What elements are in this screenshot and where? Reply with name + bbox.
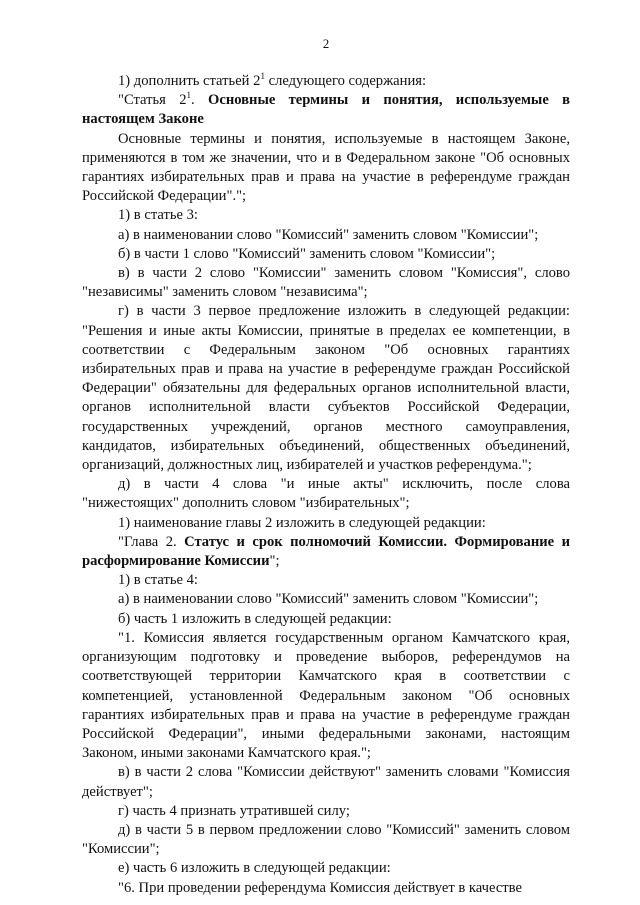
paragraph-add-article: 1) дополнить статьей $2^1$ следующего содержания: [118, 71, 427, 89]
chapter-heading-prefix: "Глава 2. [118, 533, 185, 550]
paragraph-item-b-2: б) часть 1 изложить в следующей редакции: [118, 610, 392, 627]
paragraph-item-v-2: в) в части 2 слова "Комиссии действуют" заменить словами "Комиссия действует"; [82, 764, 570, 800]
document-body [82, 72, 570, 898]
article-heading-title: Основные термины и понятия, используемые в настоящем Законе [82, 92, 570, 128]
paragraph-item-d: д) в части 4 слова "и иные акты" исключить, после слова "нижестоящих" дополнить словом "избирательных"; [82, 476, 570, 512]
paragraph-article-3: 1) в статье 3: [118, 207, 198, 224]
paragraph-item-b: б) в части 1 слово "Комиссий" заменить словом "Комиссии"; [118, 245, 496, 262]
page-number: 2 [322, 36, 330, 51]
paragraph-part-1-text: "1. Комиссия является государственным органом Камчатского края, организующим подготовку и проведение выборов, референдумов на соответствующей территории Камчатского края в соответствии с компетенцией, установленной Федеральным законом "Об основных гарантиях избирательных прав и права на участие в референдуме граждан Российской Федерации", иными федеральными законами, настоящим Законом, иными законами Камчатского края."; [82, 629, 570, 762]
paragraph-article-4: 1) в статье 4: [118, 572, 198, 589]
superscript-one: 1 [260, 71, 265, 82]
paragraph-item-d-2: д) в части 5 в первом предложении слово "Комиссий" заменить словом "Комиссии"; [82, 821, 570, 858]
paragraph-item-v: в) в части 2 слово "Комиссии" заменить словом "Комиссия", слово "независимы" заменить словом "независима"; [82, 265, 570, 301]
superscript-one: 1 [186, 90, 192, 101]
paragraph-terms: Основные термины и понятия, используемые в настоящем Законе, применяются в том же значении, что и в Федеральном законе "Об основных гарантиях избирательных прав и права на участие в референдуме граждан Российской Федерации"."; [82, 130, 570, 205]
paragraph-part-6-text: "6. При проведении референдума Комиссия действует в качестве [118, 879, 522, 896]
paragraph-item-g: г) в части 3 первое предложение изложить в следующей редакции: "Решения и иные акты Комиссии, принятые в пределах ее компетенции, в соответствии с Федеральным законом "Об основных гарантиях избирательных прав и права на участие в референдуме граждан Российской Федерации" обязательны для федеральных органов исполнительной власти, органов исполнительной власти субъектов Российской Федерации, государственных учреждений, органов местного самоуправления, кандидатов, избирательных объединений, общественных объединений, организаций, должностных лиц, избирателей и участков референдума."; [82, 303, 570, 474]
paragraph-chapter-heading [82, 533, 570, 571]
paragraph-chapter-2-rename: 1) наименование главы 2 изложить в следующей редакции: [118, 514, 486, 531]
paragraph-item-e: е) часть 6 изложить в следующей редакции: [118, 860, 391, 877]
chapter-heading-title: Статус и срок полномочий Комиссии. Формирование и расформирование Комиссии [82, 533, 570, 570]
paragraph-item-g-2: г) часть 4 признать утратившей силу; [118, 802, 350, 819]
paragraph-article-heading [82, 91, 570, 129]
paragraph-item-a-2: а) в наименовании слово "Комиссий" заменить словом "Комиссии"; [118, 591, 539, 608]
chapter-heading-suffix: "; [269, 553, 280, 570]
paragraph-item-a: а) в наименовании слово "Комиссий" заменить словом "Комиссии"; [118, 226, 539, 243]
article-heading-prefix: "Статья $2^1$. [118, 90, 208, 109]
